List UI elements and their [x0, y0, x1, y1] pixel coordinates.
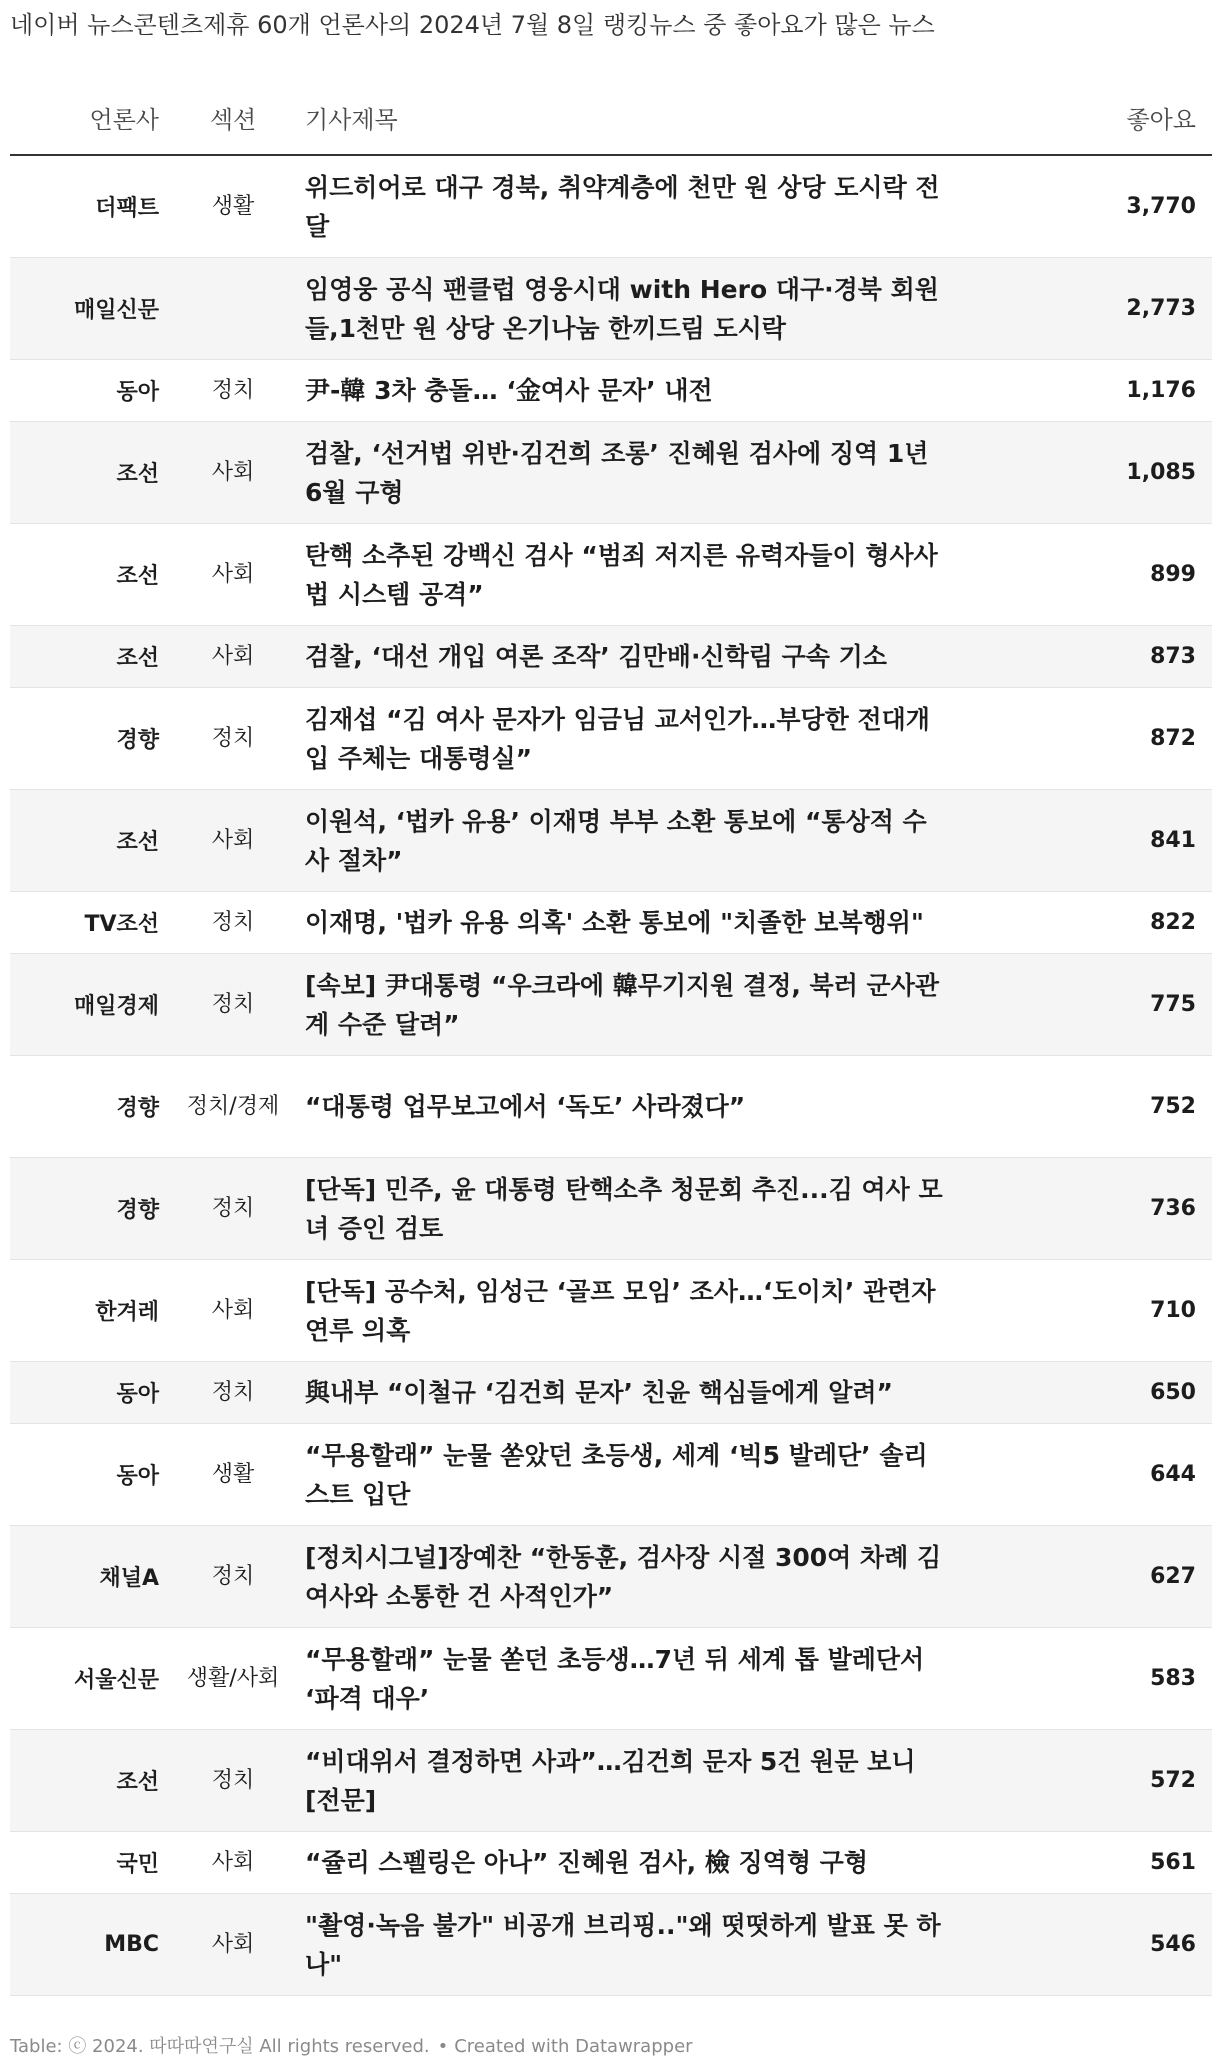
- press-cell: 조선: [10, 626, 173, 688]
- separator-dot: •: [437, 2036, 449, 2057]
- headline-cell: “무용할래” 눈물 쏟았던 초등생, 세계 ‘빅5 발레단’ 솔리스트 입단: [293, 1424, 1053, 1526]
- section-cell: 정치: [173, 892, 293, 954]
- section-cell: 사회: [173, 1832, 293, 1894]
- likes-cell: 546: [1053, 1894, 1212, 1996]
- likes-cell: 872: [1053, 688, 1212, 790]
- likes-cell: 583: [1053, 1628, 1212, 1730]
- section-cell: 정치: [173, 1158, 293, 1260]
- press-cell: 경향: [10, 688, 173, 790]
- headline-cell: “무용할래” 눈물 쏟던 초등생…7년 뒤 세계 톱 발레단서 ‘파격 대우’: [293, 1628, 1053, 1730]
- likes-table: [10, 80, 1212, 1996]
- likes-cell: 644: [1053, 1424, 1212, 1526]
- headline-cell: [단독] 공수처, 임성근 ‘골프 모임’ 조사…‘도이치’ 관련자 연루 의혹: [293, 1260, 1053, 1362]
- likes-cell: 752: [1053, 1056, 1212, 1158]
- copyright-note: Table: ⓒ 2024. 따따따연구실 All rights reserved.: [10, 2036, 430, 2057]
- likes-cell: 3,770: [1053, 155, 1212, 258]
- header-section[interactable]: 섹션: [173, 80, 293, 155]
- table-row: [10, 954, 1212, 1056]
- press-cell: 동아: [10, 1424, 173, 1526]
- press-cell: MBC: [10, 1894, 173, 1996]
- press-cell: 동아: [10, 1362, 173, 1424]
- press-cell: 매일신문: [10, 258, 173, 360]
- headline-cell: [속보] 尹대통령 “우크라에 韓무기지원 결정, 북러 군사관계 수준 달려”: [293, 954, 1053, 1056]
- press-cell: 동아: [10, 360, 173, 422]
- section-cell: 정치: [173, 1730, 293, 1832]
- table-row: [10, 155, 1212, 258]
- table-row: [10, 688, 1212, 790]
- press-cell: 채널A: [10, 1526, 173, 1628]
- headline-cell: [단독] 민주, 윤 대통령 탄핵소추 청문회 추진...김 여사 모녀 증인 검토: [293, 1158, 1053, 1260]
- likes-cell: 572: [1053, 1730, 1212, 1832]
- table-row: [10, 1362, 1212, 1424]
- header-likes[interactable]: 좋아요: [1053, 80, 1212, 155]
- header-press[interactable]: 언론사: [10, 80, 173, 155]
- headline-cell: 김재섭 “김 여사 문자가 임금님 교서인가…부당한 전대개입 주체는 대통령실”: [293, 688, 1053, 790]
- section-cell: 생활: [173, 155, 293, 258]
- likes-cell: 1,085: [1053, 422, 1212, 524]
- likes-cell: 710: [1053, 1260, 1212, 1362]
- headline-cell: 검찰, ‘선거법 위반·김건희 조롱’ 진혜원 검사에 징역 1년6월 구형: [293, 422, 1053, 524]
- table-row: [10, 1056, 1212, 1158]
- header-row: [10, 80, 1212, 155]
- headline-cell: "촬영·녹음 불가" 비공개 브리핑.."왜 떳떳하게 발표 못 하나": [293, 1894, 1053, 1996]
- headline-cell: 與내부 “이철규 ‘김건희 문자’ 친윤 핵심들에게 알려”: [293, 1362, 1053, 1424]
- press-cell: 조선: [10, 524, 173, 626]
- datawrapper-credit-link[interactable]: Created with Datawrapper: [454, 2036, 693, 2057]
- likes-cell: 775: [1053, 954, 1212, 1056]
- likes-cell: 899: [1053, 524, 1212, 626]
- likes-cell: 873: [1053, 626, 1212, 688]
- press-cell: 서울신문: [10, 1628, 173, 1730]
- section-cell: 생활: [173, 1424, 293, 1526]
- header-headline[interactable]: 기사제목: [293, 80, 1053, 155]
- table-row: [10, 258, 1212, 360]
- likes-cell: 627: [1053, 1526, 1212, 1628]
- press-cell: 조선: [10, 1730, 173, 1832]
- likes-cell: 1,176: [1053, 360, 1212, 422]
- section-cell: 정치: [173, 360, 293, 422]
- section-cell: 생활/사회: [173, 1628, 293, 1730]
- headline-cell: 이재명, '법카 유용 의혹' 소환 통보에 "치졸한 보복행위": [293, 892, 1053, 954]
- table-row: [10, 790, 1212, 892]
- section-cell: 사회: [173, 422, 293, 524]
- press-cell: 경향: [10, 1158, 173, 1260]
- section-cell: 정치: [173, 954, 293, 1056]
- headline-cell: “쥴리 스펠링은 아나” 진혜원 검사, 檢 징역형 구형: [293, 1832, 1053, 1894]
- press-cell: 더팩트: [10, 155, 173, 258]
- headline-cell: [정치시그널]장예찬 “한동훈, 검사장 시절 300여 차례 김 여사와 소통한 건 사적인가”: [293, 1526, 1053, 1628]
- headline-cell: 검찰, ‘대선 개입 여론 조작’ 김만배·신학림 구속 기소: [293, 626, 1053, 688]
- table-row: [10, 1832, 1212, 1894]
- section-cell: 정치: [173, 1362, 293, 1424]
- section-cell: 사회: [173, 1260, 293, 1362]
- press-cell: 한겨레: [10, 1260, 173, 1362]
- likes-cell: 822: [1053, 892, 1212, 954]
- headline-cell: “비대위서 결정하면 사과”…김건희 문자 5건 원문 보니[전문]: [293, 1730, 1053, 1832]
- likes-cell: 561: [1053, 1832, 1212, 1894]
- section-cell: 사회: [173, 790, 293, 892]
- likes-cell: 841: [1053, 790, 1212, 892]
- table-row: [10, 360, 1212, 422]
- section-cell: 정치: [173, 1526, 293, 1628]
- press-cell: 매일경제: [10, 954, 173, 1056]
- headline-cell: 탄핵 소추된 강백신 검사 “범죄 저지른 유력자들이 형사사법 시스템 공격”: [293, 524, 1053, 626]
- section-cell: 정치/경제: [173, 1056, 293, 1158]
- table-footer: [10, 2032, 693, 2058]
- press-cell: 조선: [10, 790, 173, 892]
- section-cell: 사회: [173, 1894, 293, 1996]
- section-cell: [173, 258, 293, 360]
- table-row: [10, 1260, 1212, 1362]
- table-title: 네이버 뉴스콘텐츠제휴 60개 언론사의 2024년 7월 8일 랭킹뉴스 중 좋아요가 많은 뉴스: [10, 11, 935, 39]
- headline-cell: 임영웅 공식 팬클럽 영웅시대 with Hero 대구·경북 회원들,1천만 원 상당 온기나눔 한끼드림 도시락: [293, 258, 1053, 360]
- likes-cell: 650: [1053, 1362, 1212, 1424]
- press-cell: 경향: [10, 1056, 173, 1158]
- press-cell: 국민: [10, 1832, 173, 1894]
- headline-cell: “대통령 업무보고에서 ‘독도’ 사라졌다”: [293, 1056, 1053, 1158]
- section-cell: 사회: [173, 524, 293, 626]
- headline-cell: 尹-韓 3차 충돌… ‘金여사 문자’ 내전: [293, 360, 1053, 422]
- press-cell: 조선: [10, 422, 173, 524]
- table-row: [10, 626, 1212, 688]
- headline-cell: 이원석, ‘법카 유용’ 이재명 부부 소환 통보에 “통상적 수사 절차”: [293, 790, 1053, 892]
- likes-cell: 2,773: [1053, 258, 1212, 360]
- table-row: [10, 1424, 1212, 1526]
- likes-cell: 736: [1053, 1158, 1212, 1260]
- table-row: [10, 1158, 1212, 1260]
- table-row: [10, 1730, 1212, 1832]
- section-cell: 사회: [173, 626, 293, 688]
- table-row: [10, 1628, 1212, 1730]
- table-row: [10, 892, 1212, 954]
- table-row: [10, 422, 1212, 524]
- press-cell: TV조선: [10, 892, 173, 954]
- table-row: [10, 524, 1212, 626]
- table-row: [10, 1894, 1212, 1996]
- table-row: [10, 1526, 1212, 1628]
- section-cell: 정치: [173, 688, 293, 790]
- headline-cell: 위드히어로 대구 경북, 취약계층에 천만 원 상당 도시락 전달: [293, 155, 1053, 258]
